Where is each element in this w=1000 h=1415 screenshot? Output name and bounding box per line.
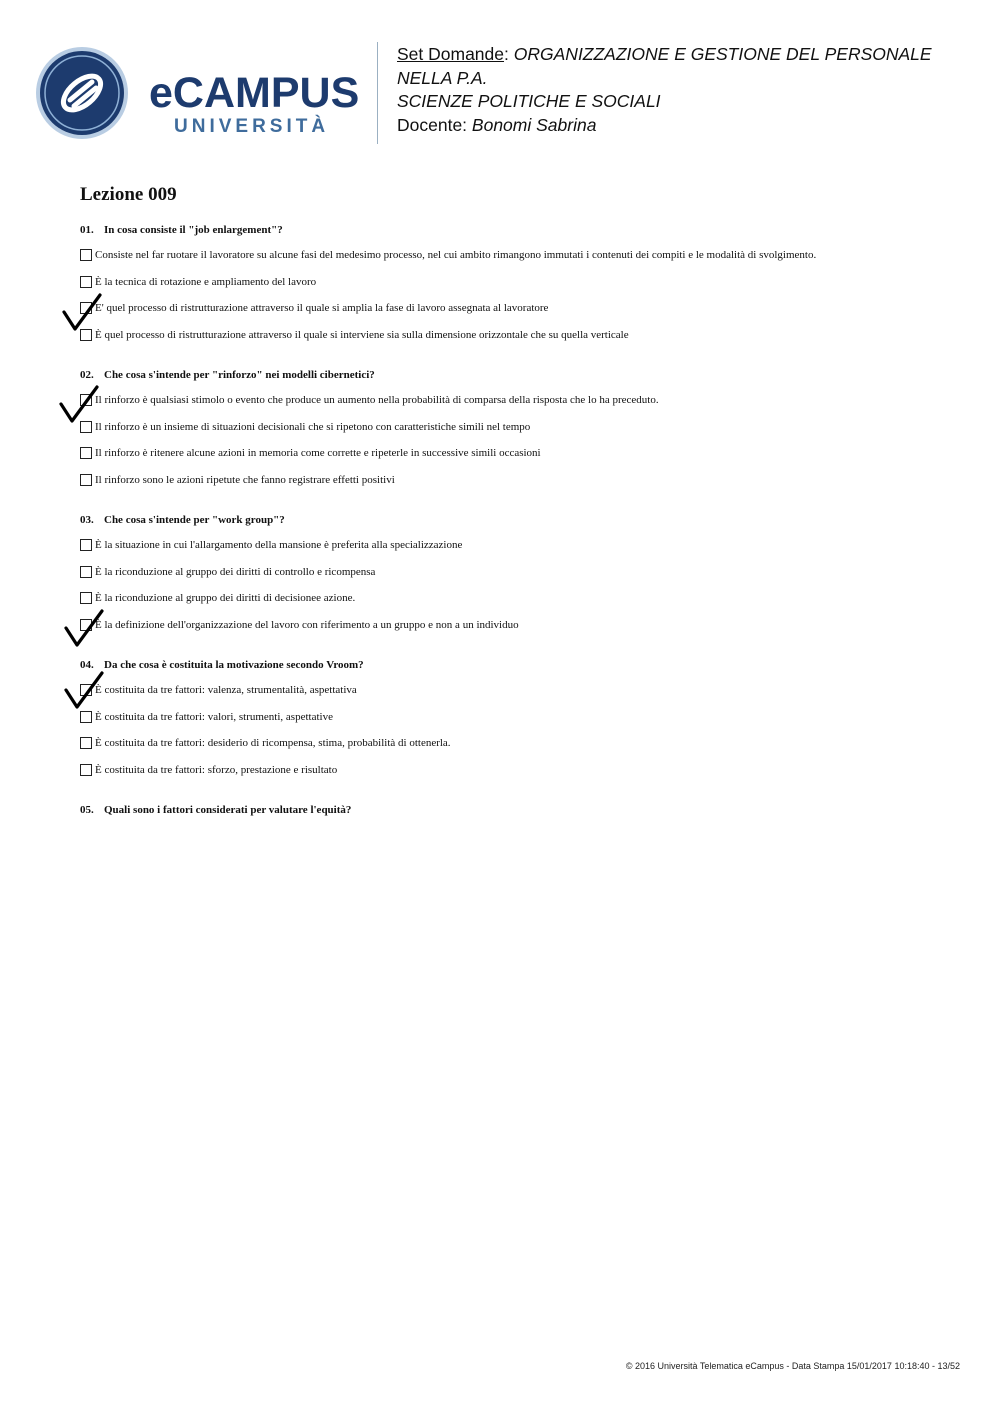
answer-option[interactable] — [80, 249, 816, 261]
header-divider — [377, 42, 378, 144]
answer-option[interactable] — [80, 539, 462, 551]
answer-option[interactable] — [80, 737, 451, 749]
answer-option[interactable] — [80, 592, 355, 604]
answer-text: È la tecnica di rotazione e ampliamento del lavoro — [95, 276, 317, 288]
brand-main: eCAMPUS — [149, 69, 360, 117]
faculty: SCIENZE POLITICHE E SOCIALI — [397, 91, 661, 111]
docente-line — [397, 114, 987, 138]
question-number: 01. — [80, 224, 94, 236]
answer-text: È quel processo di ristrutturazione attraverso il quale si interviene sia sulla dimensione orizzontale che su quella verticale — [95, 329, 629, 341]
ecampus-logo — [34, 44, 364, 144]
docente-name: Bonomi Sabrina — [471, 114, 597, 135]
question-number: 04. — [80, 659, 94, 671]
answer-checkbox[interactable] — [80, 276, 92, 288]
question-text: In cosa consiste il "job enlargement"? — [104, 224, 283, 236]
answer-option[interactable] — [80, 394, 659, 406]
answer-option[interactable] — [80, 421, 530, 433]
answer-checkbox[interactable] — [80, 447, 92, 459]
question-03 — [80, 514, 285, 526]
brand-sub: UNIVERSITÀ — [174, 116, 330, 137]
answer-text: Il rinforzo è ritenere alcune azioni in memoria come corrette e ripeterle in successive simili occasioni — [95, 447, 541, 459]
answer-option[interactable] — [80, 764, 337, 776]
answer-text: Consiste nel far ruotare il lavoratore su alcune fasi del medesimo processo, nel cui ambito rimangono immutati i contenuti dei compiti e le modalità di svolgimento. — [95, 249, 817, 261]
answer-text: Il rinforzo è qualsiasi stimolo o evento che produce un aumento nella probabilità di comparsa della risposta che lo ha preceduto. — [95, 394, 659, 406]
answer-text: Il rinforzo sono le azioni ripetute che fanno registrare effetti positivi — [95, 474, 395, 486]
answer-text: È la situazione in cui l'allargamento della mansione è preferita alla specializzazione — [95, 539, 463, 551]
question-text: Quali sono i fattori considerati per valutare l'equità? — [104, 804, 352, 816]
question-05 — [80, 804, 351, 816]
question-text: Che cosa s'intende per "rinforzo" nei modelli cibernetici? — [104, 369, 375, 381]
answer-option[interactable] — [80, 474, 395, 486]
question-number: 03. — [80, 514, 94, 526]
checkmark-icon — [57, 382, 101, 426]
checkmark-icon — [62, 606, 106, 650]
set-colon: : — [504, 44, 509, 64]
question-number: 05. — [80, 804, 94, 816]
set-label: Set Domande — [397, 44, 505, 64]
answer-checkbox[interactable] — [80, 566, 92, 578]
answer-text: È costituita da tre fattori: valori, strumenti, aspettative — [95, 711, 333, 723]
answer-text: È la riconduzione al gruppo dei diritti di decisionee azione. — [95, 592, 356, 604]
question-text: Da che cosa è costituita la motivazione secondo Vroom? — [104, 659, 364, 671]
answer-text: È costituita da tre fattori: sforzo, prestazione e risultato — [95, 764, 338, 776]
answer-text: È la definizione dell'organizzazione del lavoro con riferimento a un gruppo e non a un individuo — [95, 619, 519, 631]
answer-text: È costituita da tre fattori: valenza, strumentalità, aspettativa — [95, 684, 357, 696]
set-title: ORGANIZZAZIONE E GESTIONE DEL PERSONALE — [513, 44, 932, 64]
answer-option[interactable] — [80, 276, 316, 288]
question-02 — [80, 369, 375, 381]
answer-text: È costituita da tre fattori: desiderio di ricompensa, stima, probabilità di ottenerla. — [95, 737, 451, 749]
question-01 — [80, 224, 283, 236]
question-text: Che cosa s'intende per "work group"? — [104, 514, 285, 526]
answer-checkbox[interactable] — [80, 539, 92, 551]
answer-option[interactable] — [80, 566, 375, 578]
answer-option[interactable] — [80, 619, 519, 631]
answer-option[interactable] — [80, 302, 548, 314]
checkmark-icon — [60, 290, 104, 334]
answer-option[interactable] — [80, 711, 333, 723]
answer-text: Il rinforzo è un insieme di situazioni decisionali che si ripetono con caratteristiche simili nel tempo — [95, 421, 531, 433]
answer-checkbox[interactable] — [80, 764, 92, 776]
question-number: 02. — [80, 369, 94, 381]
answer-option[interactable] — [80, 329, 629, 341]
answer-option[interactable] — [80, 684, 357, 696]
set-title-line2: NELLA P.A. — [397, 67, 488, 88]
answer-text: E' quel processo di ristrutturazione attraverso il quale si amplia la fase di lavoro assegnata al lavoratore — [95, 302, 549, 314]
answer-checkbox[interactable] — [80, 737, 92, 749]
checkmark-icon — [62, 668, 106, 712]
answer-text: È la riconduzione al gruppo dei diritti di controllo e ricompensa — [95, 566, 376, 578]
set-title-line1 — [397, 43, 987, 67]
answer-checkbox[interactable] — [80, 249, 92, 261]
page-footer: © 2016 Università Telematica eCampus - Data Stampa 15/01/2017 10:18:40 - 13/52 — [625, 1361, 960, 1371]
answer-checkbox[interactable] — [80, 474, 92, 486]
answer-checkbox[interactable] — [80, 711, 92, 723]
header-info — [397, 43, 987, 137]
answer-checkbox[interactable] — [80, 592, 92, 604]
docente-label: Docente: — [397, 114, 468, 135]
answer-option[interactable] — [80, 447, 541, 459]
lesson-title: Lezione 009 — [80, 184, 177, 205]
question-04 — [80, 659, 364, 671]
